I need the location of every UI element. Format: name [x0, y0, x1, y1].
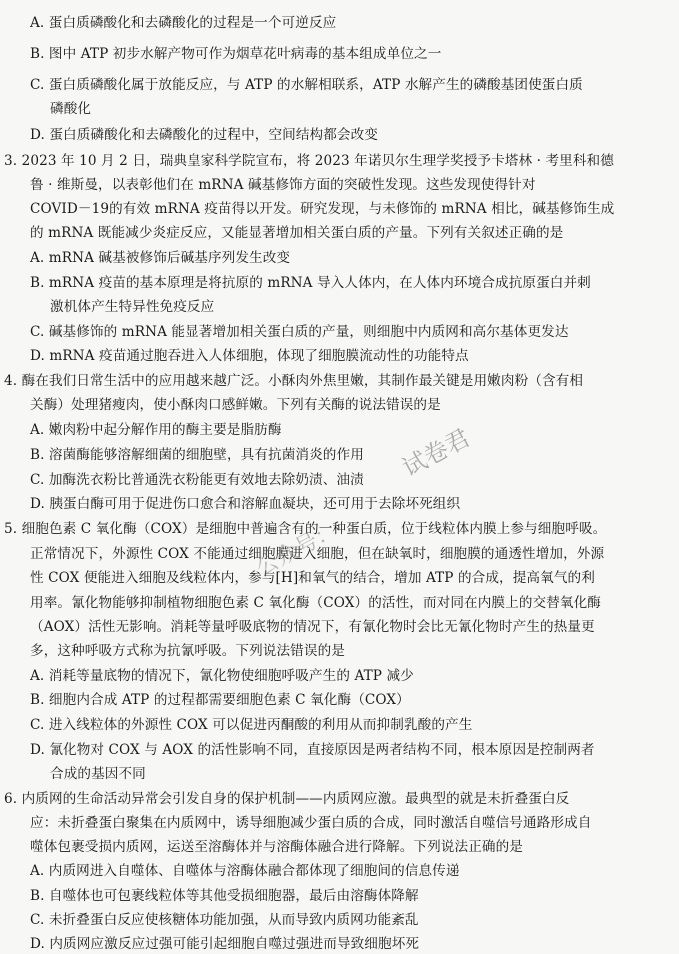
- q6-option-b: B. 自噬体也可包裹线粒体等其他受损细胞器，最后由溶酶体降解: [30, 888, 419, 904]
- q3-option-d: D. mRNA 疫苗通过胞吞进入人体细胞，体现了细胞膜流动性的功能特点: [30, 348, 469, 364]
- q6-stem-line2: 应：未折叠蛋白聚集在内质网中，诱导细胞减少蛋白质的合成，同时激活自噬信号通路形成自: [30, 815, 592, 831]
- q3-stem-line2: 鲁 · 维斯曼，以表彰他们在 mRNA 碱基修饰方面的突破性发现。这些发现使得针对: [30, 177, 536, 193]
- q5-option-b: B. 细胞内合成 ATP 的过程都需要细胞色素 C 氧化酶（COX）: [30, 692, 410, 708]
- q5-option-d-cont: 合成的基因不同: [50, 766, 146, 782]
- q3-option-b: B. mRNA 疫苗的基本原理是将抗原的 mRNA 导入人体内，在人体内环境合成抗原蛋白并刺: [30, 275, 591, 291]
- q4-option-a: A. 嫩肉粉中起分解作用的酶主要是脂肪酶: [30, 422, 282, 438]
- q5-option-d: D. 氰化物对 COX 与 AOX 的活性影响不同，直接原因是两者结构不同，根本原因是控制两者: [30, 742, 595, 758]
- q4-option-d: D. 胰蛋白酶可用于促进伤口愈合和溶解血凝块，还可用于去除坏死组织: [30, 496, 461, 512]
- q5-stem-line3: 性 COX 便能进入细胞及线粒体内，参与[H]和氧气的结合，增加 ATP 的合成，提高氧气的利: [30, 570, 595, 586]
- q6-stem-line3: 噬体包裹受损内质网，运送至溶酶体并与溶酶体融合进行降解。下列说法正确的是: [30, 839, 523, 855]
- q3-option-b-cont: 激机体产生特异性免疫反应: [50, 299, 215, 315]
- q2-option-a: A. 蛋白质磷酸化和去磷酸化的过程是一个可逆反应: [30, 15, 337, 31]
- q6-option-d: D. 内质网应激反应过强可能引起细胞自噬过强进而导致细胞坏死: [30, 936, 420, 952]
- q3-option-a: A. mRNA 碱基被修饰后碱基序列发生改变: [30, 250, 291, 266]
- q3-stem-line1: 3. 2023 年 10 月 2 日，瑞典皇家科学院宣布，将 2023 年诺贝尔生理学奖授予卡塔林 · 考里科和德: [4, 153, 614, 169]
- q2-option-b: B. 图中 ATP 初步水解产物可作为烟草花叶病毒的基本组成单位之一: [30, 46, 442, 62]
- q4-option-c: C. 加酶洗衣粉比普通洗衣粉能更有效地去除奶渍、油渍: [30, 472, 364, 488]
- q6-option-c: C. 未折叠蛋白反应使核糖体功能加强，从而导致内质网功能紊乱: [30, 912, 419, 928]
- q5-stem-line5: （AOX）活性无影响。消耗等量呼吸底物的情况下，有氰化物时会比无氰化物时产生的热量更: [30, 619, 595, 635]
- q5-stem-line4: 用率。氰化物能够抑制植物细胞色素 C 氧化酶（COX）的活性，而对同在内膜上的交替氧化酶: [30, 595, 601, 611]
- q3-stem-line3: COVID－19的有效 mRNA 疫苗得以开发。研究发现，与未修饰的 mRNA 相比，碱基修饰生成: [30, 201, 615, 217]
- q6-option-a: A. 内质网进入自噬体、自噬体与溶酶体融合都体现了细胞间的信息传递: [30, 863, 460, 879]
- q3-option-c: C. 碱基修饰的 mRNA 能显著增加相关蛋白质的产量，则细胞中内质网和高尔基体更发达: [30, 324, 569, 340]
- q4-stem-line2: 关酶）处理猪瘦肉，使小酥肉口感鲜嫩。下列有关酶的说法错误的是: [30, 397, 441, 413]
- q2-option-c-cont: 磷酸化: [50, 101, 92, 117]
- q2-option-c: C. 蛋白质磷酸化属于放能反应，与 ATP 的水解相联系，ATP 水解产生的磷酸基团使蛋白质: [30, 77, 583, 93]
- q4-option-b: B. 溶菌酶能够溶解细菌的细胞壁，具有抗菌消炎的作用: [30, 447, 364, 463]
- watermark-text: 试卷君: [397, 423, 475, 483]
- q5-option-c: C. 进入线粒体的外源性 COX 可以促进丙酮酸的利用从而抑制乳酸的产生: [30, 717, 473, 733]
- watermark-text-2: 公众号：: [252, 518, 342, 582]
- q5-stem-line2: 正常情况下，外源性 COX 不能通过细胞膜进入细胞，但在缺氧时，细胞膜的通透性增加，外源: [30, 546, 605, 562]
- q3-stem-line4: 的 mRNA 既能减少炎症反应，又能显著增加相关蛋白质的产量。下列有关叙述正确的是: [30, 225, 564, 241]
- q5-stem-line1: 5. 细胞色素 C 氧化酶（COX）是细胞中普遍含有的一种蛋白质，位于线粒体内膜上参与细胞呼吸。: [4, 521, 607, 537]
- q2-option-d: D. 蛋白质磷酸化和去磷酸化的过程中，空间结构都会改变: [30, 127, 379, 143]
- q5-stem-line6: 多，这种呼吸方式称为抗氰呼吸。下列说法错误的是: [30, 643, 345, 659]
- q6-stem-line1: 6. 内质网的生命活动异常会引发自身的保护机制——内质网应激。最典型的就是未折叠蛋白反: [4, 791, 570, 807]
- q4-stem-line1: 4. 酶在我们日常生活中的应用越来越广泛。小酥肉外焦里嫩，其制作最关键是用嫩肉粉（含有相: [4, 373, 584, 389]
- q5-option-a: A. 消耗等量底物的情况下，氰化物使细胞呼吸产生的 ATP 减少: [30, 668, 414, 684]
